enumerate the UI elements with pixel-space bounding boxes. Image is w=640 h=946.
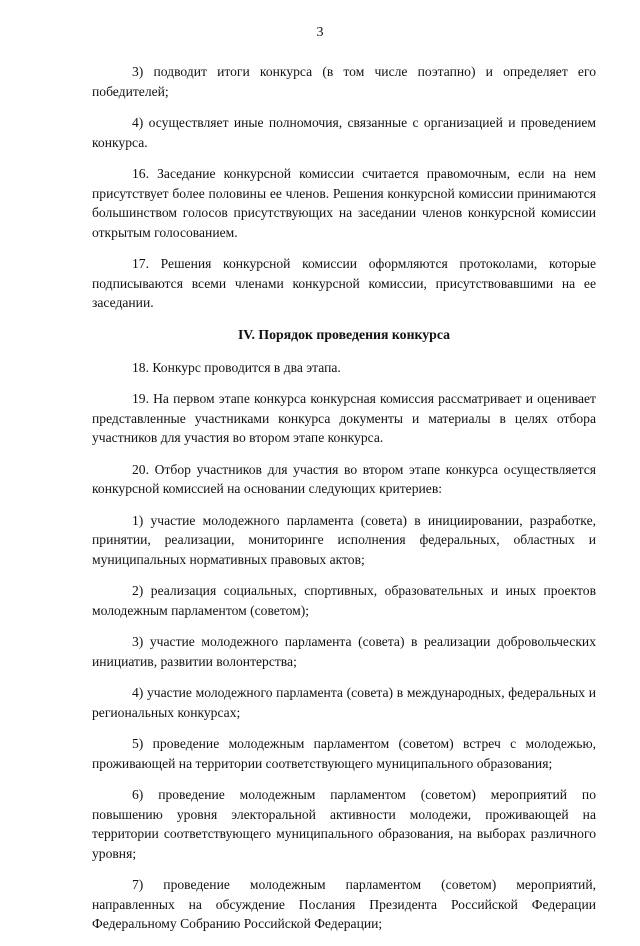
criterion-5: 5) проведение молодежным парламентом (советом) встреч с молодежью, проживающей на территории соответствующего муниципального образования; xyxy=(92,736,596,771)
criterion-3: 3) участие молодежного парламента (совета) в реализации добровольческих инициатив, развитии волонтерства; xyxy=(92,634,596,669)
clause-19: 19. На первом этапе конкурса конкурсная комиссия рассматривает и оценивает представленные участниками конкурса документы и материалы в целях отбора участников для участия во втором этапе конкурса. xyxy=(92,391,596,445)
criterion-2: 2) реализация социальных, спортивных, образовательных и иных проектов молодежным парламентом (советом); xyxy=(92,583,596,618)
criterion-4: 4) участие молодежного парламента (совета) в международных, федеральных и региональных конкурсах; xyxy=(92,685,596,720)
clause-16: 16. Заседание конкурсной комиссии считается правомочным, если на нем присутствует более половины ее членов. Решения конкурсной комиссии принимаются большинством голосов присутствующих на заседании членов конкурсной комиссии открытым голосованием. xyxy=(92,166,596,240)
clause-18: 18. Конкурс проводится в два этапа. xyxy=(132,359,341,375)
criterion-7: 7) проведение молодежным парламентом (советом) мероприятий, направленных на обсуждение Послания Президента Российской Федерации Федеральному Собранию Российской Федерации; xyxy=(92,877,596,931)
clause-20: 20. Отбор участников для участия во втором этапе конкурса осуществляется конкурсной комиссией на основании следующих критериев: xyxy=(92,461,596,496)
page-number: 3 xyxy=(316,25,324,40)
document-body xyxy=(92,62,596,946)
clause-17: 17. Решения конкурсной комиссии оформляются протоколами, которые подписываются всеми членами конкурсной комиссии, присутствовавшими на ее заседании. xyxy=(92,256,596,310)
list-item-4: 4) осуществляет иные полномочия, связанные с организацией и проведением конкурса. xyxy=(92,115,596,150)
section-heading: IV. Порядок проведения конкурса xyxy=(237,326,451,342)
criterion-6: 6) проведение молодежным парламентом (советом) мероприятий по повышению уровня электоральной активности молодежи, проживающей на территории соответствующего муниципального образования, на выборах различного уровня; xyxy=(92,787,596,861)
list-item-3: 3) подводит итоги конкурса (в том числе поэтапно) и определяет его победителей; xyxy=(92,64,596,99)
criterion-1: 1) участие молодежного парламента (совета) в инициировании, разработке, принятии, реализации, мониторинге исполнения федеральных, областных и муниципальных нормативных правовых актов; xyxy=(92,512,596,567)
